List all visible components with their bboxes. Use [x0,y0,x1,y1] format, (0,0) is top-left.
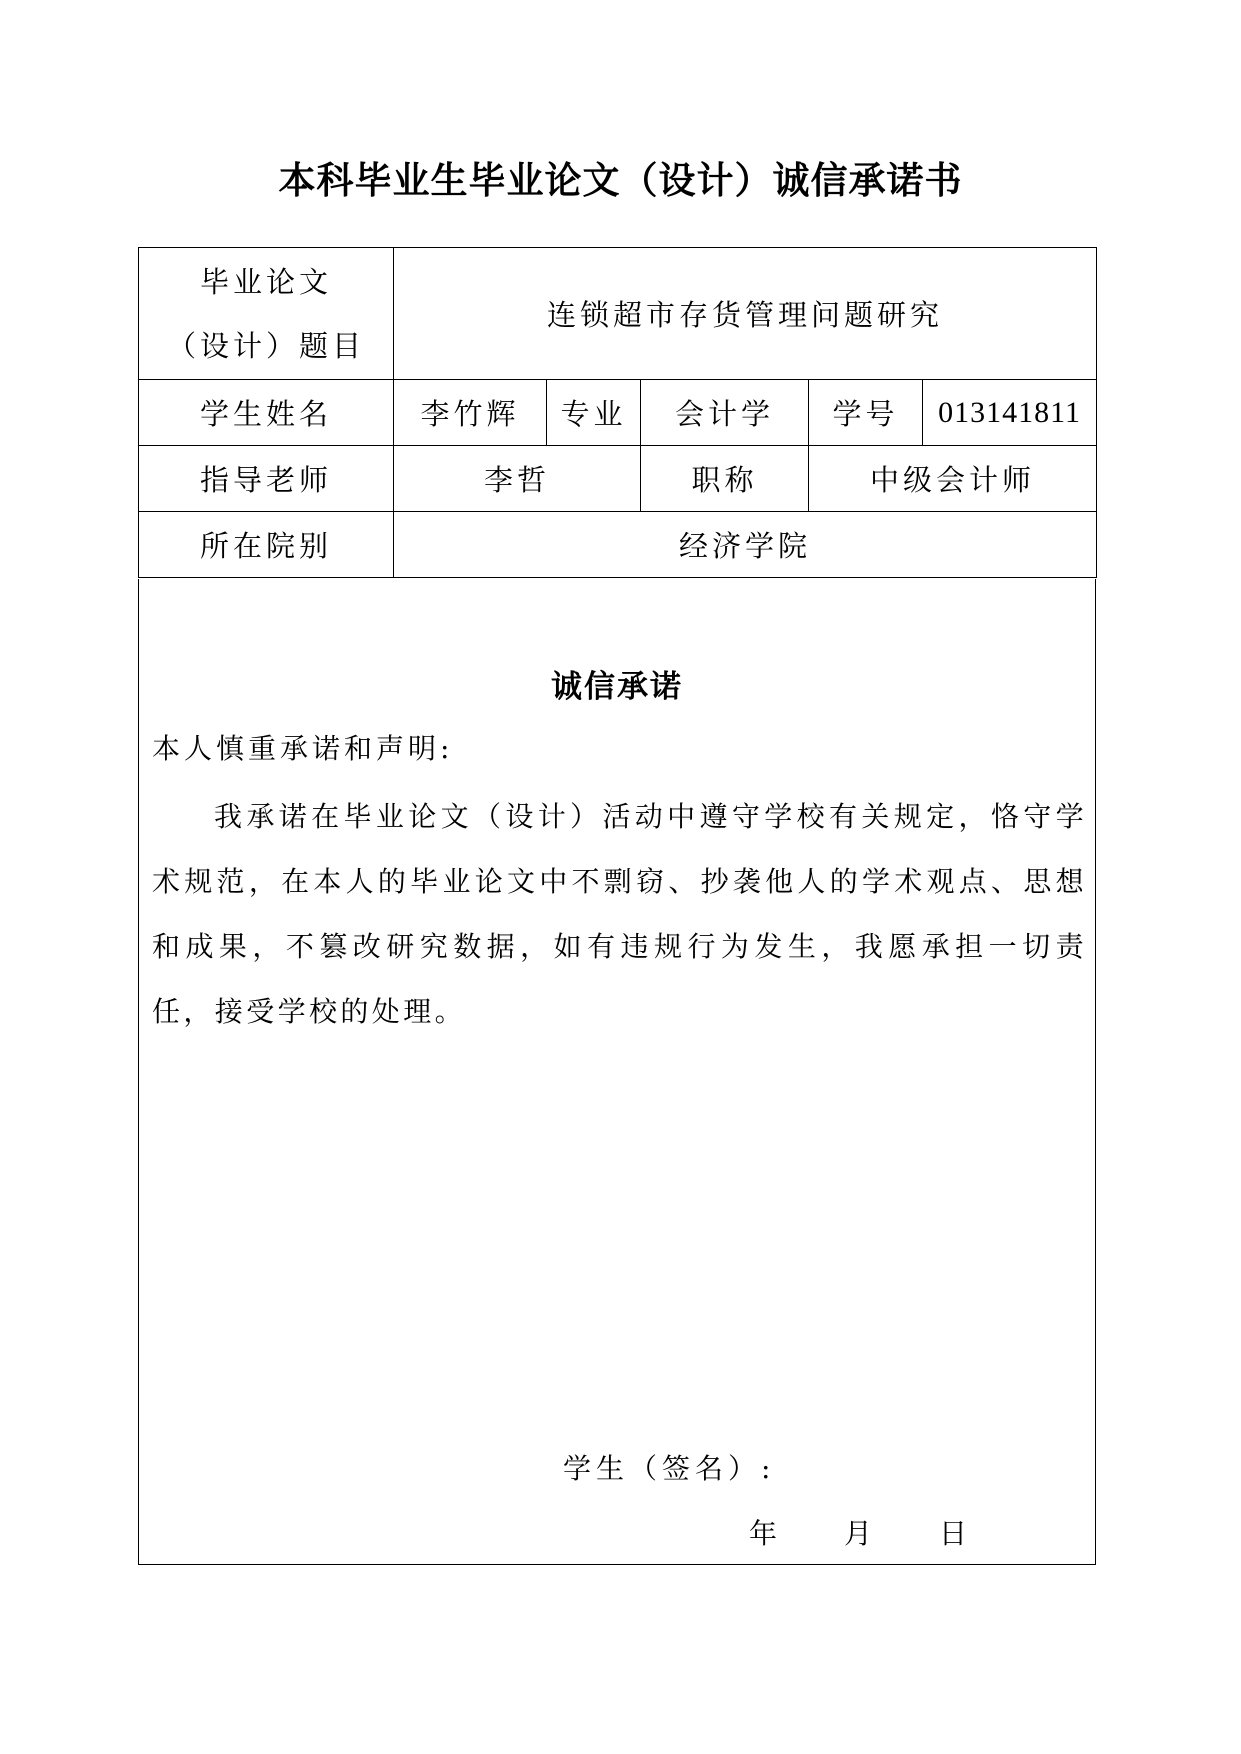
student-name-label: 学生姓名 [139,380,394,446]
topic-value: 连锁超市存货管理问题研究 [394,248,1097,380]
pledge-intro: 本人慎重承诺和声明: [152,732,454,765]
page-title: 本科毕业生毕业论文（设计）诚信承诺书 [278,159,963,202]
topic-label [139,248,394,380]
topic-label-line2: （设计）题目 [166,328,365,363]
student-name-value: 李竹辉 [394,380,547,446]
pledge-heading: 诚信承诺 [551,669,683,705]
title-value: 中级会计师 [809,446,1097,512]
student-id-label: 学号 [809,380,923,446]
month-label: 月 [844,1517,873,1550]
title-label: 职称 [641,446,809,512]
advisor-value: 李哲 [394,446,641,512]
college-value: 经济学院 [394,512,1097,578]
signature-label: 学生（签名）: [563,1452,776,1485]
pledge-body: 我承诺在毕业论文（设计）活动中遵守学校有关规定，恪守学术规范，在本人的毕业论文中不剽窃、抄袭他人的学术观点、思想和成果，不篡改研究数据，如有违规行为发生，我愿承担一切责任，接受学校的处理。 [152,800,1087,1028]
major-value: 会计学 [641,380,809,446]
date-line [749,1512,967,1552]
day-label: 日 [939,1517,968,1550]
major-label: 专业 [547,380,641,446]
college-label: 所在院别 [139,512,394,578]
info-table [138,247,1097,578]
advisor-label: 指导老师 [139,446,394,512]
student-id-value: 013141811 [923,380,1097,446]
pledge-box [138,579,1096,1565]
year-label: 年 [749,1517,778,1550]
topic-label-line1: 毕业论文 [199,264,332,299]
